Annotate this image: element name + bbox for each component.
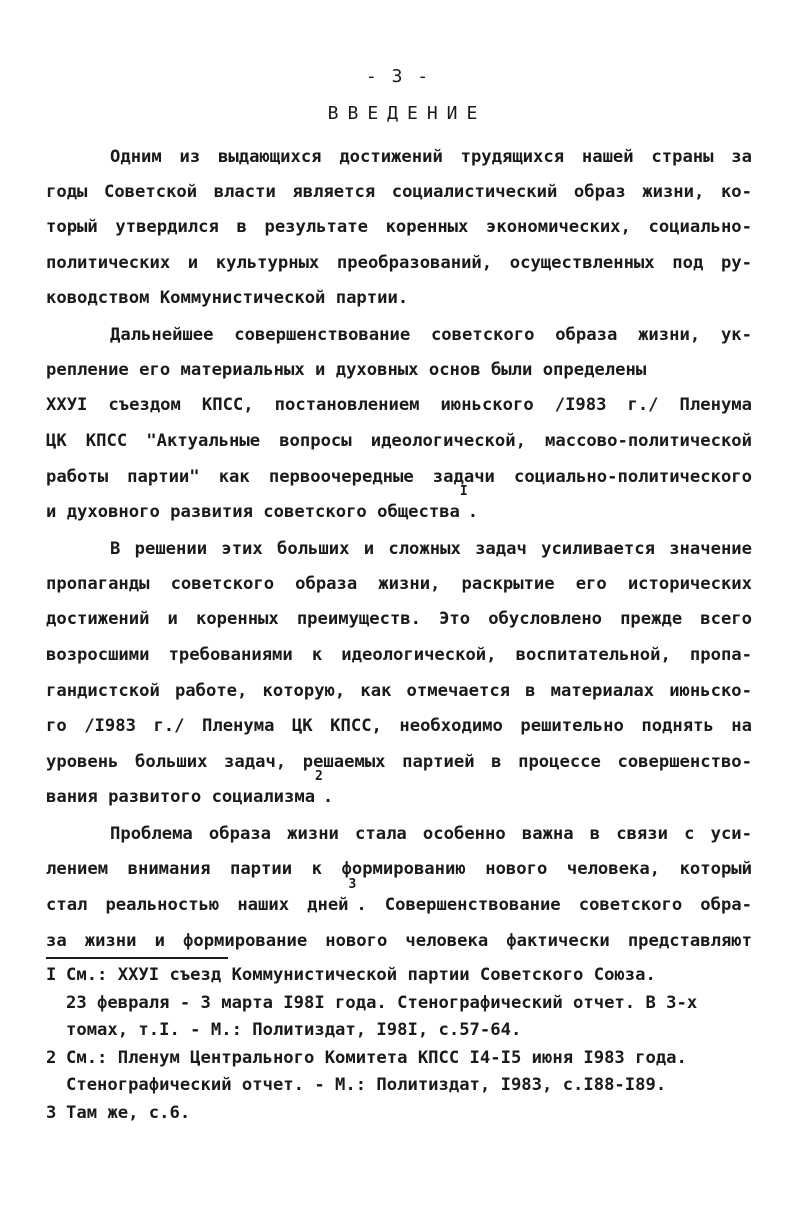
text-line: Проблема образа жизни стала особенно важна в связи с уси-: [110, 824, 752, 844]
line-end-period: .: [467, 502, 479, 522]
footnote-2: [46, 1046, 687, 1070]
text-line: гандистской работе, которую, как отмечается в материалах июньско-: [46, 681, 752, 701]
text-line: В решении этих больших и сложных задач усиливается значение: [110, 539, 752, 559]
page-number: - 3 -: [365, 66, 431, 87]
section-heading: ВВЕДЕНИЕ: [327, 103, 487, 124]
text-line: пропаганды советского образа жизни, раскрытие его исторических: [46, 574, 752, 594]
footnote-ref-1[interactable]: I: [459, 484, 468, 499]
footnote-mark: 3: [46, 1103, 57, 1123]
footnote-ref-2[interactable]: 2: [315, 769, 323, 784]
text-line: ководством Коммунистической партии.: [46, 288, 409, 308]
text-line: Одним из выдающихся достижений трудящихся нашей страны за: [110, 147, 752, 167]
footnote-ref-3[interactable]: 3: [348, 877, 357, 892]
text-line: годы Советской власти является социалистический образ жизни, ко-: [46, 182, 752, 202]
text-line: ХХУI съездом КПСС, постановлением июньского /I983 г./ Пленума: [46, 395, 752, 415]
text-line: работы партии" как первоочередные задачи социально-политического: [46, 467, 752, 487]
text-line: достижений и коренных преимуществ. Это обусловлено прежде всего: [46, 609, 752, 629]
footnote-text: томах, т.I. - М.: Политиздат, I98I, с.57-64.: [66, 1020, 522, 1040]
footnote-mark: 2: [46, 1048, 57, 1068]
text-line: уровень больших задач, решаемых партией в процессе совершенство-: [46, 752, 752, 772]
text-line: за жизни и формирование нового человека фактически представляют: [46, 931, 752, 951]
text-line: торый утвердился в результате коренных экономических, социально-: [46, 217, 752, 237]
footnote-1: [46, 963, 656, 987]
text-line: ЦК КПСС "Актуальные вопросы идеологической, массово-политической: [46, 431, 752, 451]
footnote-text: Там же, с.6.: [66, 1103, 191, 1123]
text-line: репление его материальных и духовных основ были определены: [46, 360, 647, 380]
footnote-text: См.: ХХУI съезд Коммунистической партии Советского Союза.: [66, 965, 656, 985]
text-line: го /I983 г./ Пленума ЦК КПСС, необходимо решительно поднять на: [46, 716, 752, 736]
footnote-mark: I: [46, 965, 57, 985]
footnote-text: Стенографический отчет. - М.: Политиздат, I983, с.I88-I89.: [66, 1075, 667, 1095]
text-line-with-ref: [46, 484, 752, 524]
text-line: Дальнейшее совершенствование советского образа жизни, ук-: [110, 325, 752, 345]
text-line: вания развитого социализма: [46, 787, 316, 807]
line-end-period: .: [322, 787, 334, 807]
text-line-with-ref: [46, 877, 752, 917]
text-line: возросшими требованиями к идеологической, воспитательной, пропа-: [46, 645, 752, 665]
footnote-3: [46, 1101, 190, 1125]
footnote-text: 23 февраля - 3 марта I98I года. Стенографический отчет. В 3-х: [66, 993, 698, 1013]
text-line: лением внимания партии к формированию нового человека, который: [46, 859, 752, 879]
text-line-continuation: . Совершенствование советского обра-: [356, 895, 752, 915]
text-line-with-ref: [46, 769, 752, 809]
text-line: и духовного развития советского общества: [46, 502, 460, 522]
text-line: стал реальностью наших дней: [46, 895, 349, 915]
footnote-text: См.: Пленум Центрального Комитета КПСС I4-I5 июня I983 года.: [66, 1048, 687, 1068]
text-line: политических и культурных преобразований, осуществленных под ру-: [46, 253, 752, 273]
footnote-separator: [46, 957, 228, 959]
